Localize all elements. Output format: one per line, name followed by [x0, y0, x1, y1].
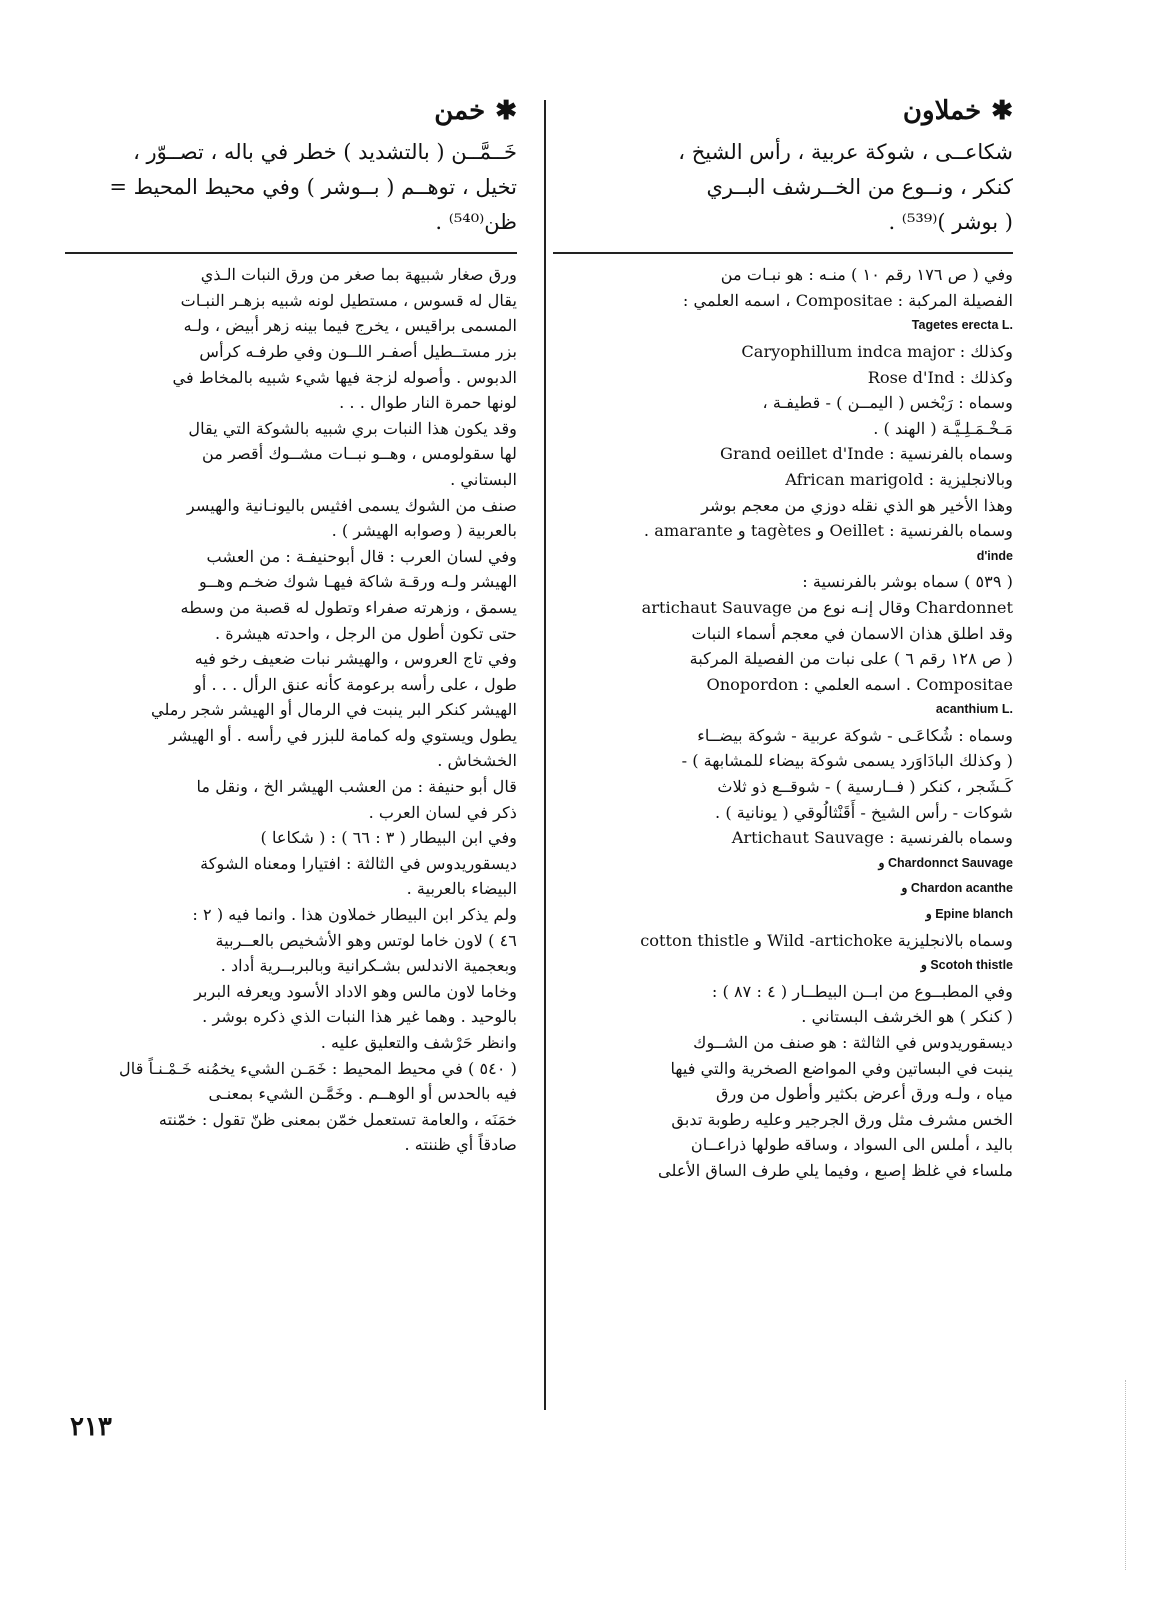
note-line: يطول ويستوي وله كمامة للبزر في رأسه . أو الهيشر	[169, 725, 517, 745]
note-line: وسماه : رَبْخس ( اليمــن ) - قطيفـة ،	[762, 393, 1013, 413]
latin-term-line: و Chardonnct Sauvage	[878, 855, 1013, 870]
note-line: الفصيلة المركبة : Compositae ، اسمه العلمي :	[682, 290, 1013, 310]
note-line: الهيشر ولـه ورقـة شاكة فيهـا شوك ضخـم وهــو	[199, 572, 517, 592]
right-column	[553, 96, 1013, 1184]
entry-heading-right	[553, 96, 1013, 127]
note-line: ذكر في لسان العرب .	[368, 802, 517, 822]
section-rule	[65, 252, 517, 254]
footnotes-right	[553, 262, 1013, 1183]
note-line: وبعجمية الاندلس بشـكرانية وبالبربــرية أداد .	[220, 956, 517, 976]
asterisk-icon: ✱	[495, 96, 517, 126]
note-line: وسماه بالانجليزية Wild -artichoke و cotton thistle	[640, 930, 1013, 950]
note-line: بالعربية ( وصوابه الهيشر ) .	[331, 521, 517, 541]
note-line: وخاما لاون مالس وهو الاداد الأسود ويعرفه البربر	[194, 981, 517, 1001]
asterisk-icon: ✱	[991, 96, 1013, 126]
note-line: وبالانجليزية : African marigold	[785, 469, 1013, 489]
note-line: بزر مستــطيل أصفـر اللــون وفي طرفـه كرأس	[199, 341, 517, 361]
latin-term-line: d'inde	[976, 548, 1013, 563]
note-line: مَـخْـمَـلِـيَّـة ( الهند ) .	[873, 418, 1013, 438]
note-line: حتى تكون أطول من الرجل ، واحدته هيشرة .	[214, 623, 517, 643]
latin-term-line: و Scotoh thistle	[920, 958, 1013, 973]
column-divider	[544, 100, 546, 1410]
note-line: وقد يكون هذا النبات بري شبيه بالشوكة التي يقال	[188, 418, 517, 438]
note-line: صنف من الشوك يسمى افثيس باليونـانية والهيسر	[186, 495, 517, 515]
note-line: ( كنكر ) هو الخرشف البستاني .	[801, 1007, 1013, 1027]
note-line: مياه ، ولـه ورق أعرض بكثير وأطول من ورق	[715, 1084, 1013, 1104]
note-line: وهذا الأخير هو الذي نقله دوزي من معجم بوشر	[701, 495, 1013, 515]
note-line: يقال له قسوس ، مستطيل لونه شبيه بزهـر النبـات	[180, 290, 517, 310]
footnotes-left	[65, 262, 517, 1158]
note-line: صادقاً أي ظننته .	[404, 1135, 517, 1155]
latin-term-line: acanthium L.	[935, 702, 1013, 717]
note-line: قال أبو حنيفة : من العشب الهيشر الخ ، ونقل ما	[196, 777, 517, 797]
note-line: يسمق ، وزهرته صفراء وتطول له قصبة من وسطه	[180, 597, 517, 617]
note-line: وقد اطلق هذان الاسمان في معجم أسماء النبات	[691, 623, 1013, 643]
note-line: ديسقوريدوس في الثالثة : افتيارا ومعناه الشوكة	[200, 853, 517, 873]
note-line: ( ص ١٢٨ رقم ٦ ) على نبات من الفصيلة المركبة	[689, 649, 1013, 669]
note-line: وفي لسان العرب : قال أبوحنيفـة : من العشب	[206, 546, 517, 566]
definition-line: ( بوشر )⁽⁵³⁹⁾ .	[888, 210, 1013, 235]
note-line: ( وكذلك البادَاوَرد يسمى شوكة بيضاء للمشابهة ) -	[681, 751, 1013, 771]
note-line: Compositae . اسمه العلمي : Onopordon	[706, 674, 1013, 694]
note-line: فيه بالحدس أو الوهــم . وخَمَّـن الشيء بمعنـى	[208, 1084, 517, 1104]
entry-heading-left	[65, 96, 517, 127]
definition-line: ظن⁽⁵⁴⁰⁾ .	[435, 210, 517, 235]
entry-title: خملاون	[902, 96, 982, 126]
note-line: وسماه بالفرنسية : Artichaut Sauvage	[731, 828, 1013, 848]
note-line: وسماه : شُكاعَـى - شوكة عربية - شوكة بيضــاء	[697, 725, 1013, 745]
page-number: ٢١٣	[70, 1412, 112, 1442]
note-line: ينبت في البساتين وفي المواضع الصخرية والتي فيها	[670, 1058, 1013, 1078]
note-line: ورق صغار شبيهة بما صغر من ورق النبات الـذي	[200, 265, 517, 285]
entry-title: خمن	[434, 96, 486, 126]
section-rule	[553, 252, 1013, 254]
note-line: وفي ابن البيطار ( ٣ : ٦٦ ) : ( شكاعا )	[260, 828, 517, 848]
note-line: شوكات - رأس الشيخ - أَقَنْثالُوقي ( يونانية ) .	[715, 802, 1013, 822]
latin-term-line: و Chardon acanthe	[901, 881, 1013, 896]
scan-edge-specks	[1125, 1380, 1134, 1570]
definition-line: كنكر ، ونــوع من الخــرشف البــري	[706, 175, 1013, 200]
note-line: لها سقولومس ، وهــو نبــات مشــوك أقصر من	[201, 444, 517, 464]
latin-term-line: و Epine blanch	[925, 907, 1013, 922]
note-line: الخس مشرف مثل ورق الجرجير وعليه رطوبة تدبق	[671, 1109, 1013, 1129]
note-line: وانظر حَرْشف والتعليق عليه .	[320, 1033, 517, 1052]
note-line: الدبوس . وأصوله لزجة فيها شيء شبيه بالمخاط في	[172, 367, 517, 387]
note-line: كَـشَجر ، كنكر ( فــارسية ) - شوقــع ذو ثلاث	[717, 777, 1013, 797]
note-line: خمَنَه ، والعامة تستعمل خمّن بمعنى ظنّ تقول : خمّنته	[158, 1109, 517, 1129]
note-line: وكذلك : Caryophillum indca major	[741, 341, 1013, 361]
note-line: وسماه بالفرنسية : Oeillet و tagètes و amarante .	[643, 521, 1013, 541]
note-line: وسماه بالفرنسية : Grand oeillet d'Inde	[720, 444, 1013, 464]
note-line: المسمى براقيس ، يخرج فيما بينه زهر أبيض ، ولـه	[183, 316, 517, 336]
definition-line: شكاعــى ، شوكة عربية ، رأس الشيخ ،	[678, 140, 1013, 165]
note-line: طول ، على رأسه برعومة كأنه عنق الرأل . . . أو	[194, 674, 517, 694]
note-line: وفي ( ص ١٧٦ رقم ١٠ ) منـه : هو نبـات من	[720, 265, 1013, 285]
note-line: ولم يذكر ابن البيطار خملاون هذا . وانما فيه ( ٢ :	[192, 905, 517, 925]
note-line: ( ٥٤٠ ) في محيط المحيط : خَمَـن الشيء يخمُنه خَـمْـنـاً قال	[119, 1058, 517, 1078]
note-line: ديسقوريدوس في الثالثة : هو صنف من الشــوك	[693, 1033, 1013, 1052]
note-line: البستاني .	[450, 469, 517, 489]
note-line: الخشخاش .	[437, 751, 517, 771]
note-line: وكذلك : Rose d'Ind	[867, 367, 1013, 387]
definition-line: تخيل ، توهــم ( بــوشر ) وفي محيط المحيط =	[109, 175, 517, 200]
note-line: وفي تاج العروس ، والهيشر نبات ضعيف رخو فيه	[194, 649, 517, 669]
note-line: الهيشر كنكر البر ينبت في الرمال أو الهيشر شجر رملي	[150, 700, 517, 720]
note-line: لونها حمرة النار طوال . . .	[339, 393, 517, 413]
note-line: ( ٥٣٩ ) سماه بوشر بالفرنسية :	[802, 572, 1013, 592]
note-line: ٤٦ ) لاون خاما لوتس وهو الأشخيص بالعــربية	[215, 930, 517, 950]
note-line: Chardonnet وقال إنـه نوع من artichaut Sauvage	[641, 597, 1013, 617]
definition-line: خَــمَّــن ( بالتشديد ) خطر في باله ، تصــوّر ،	[133, 140, 517, 165]
note-line: باليد ، أملس الى السواد ، وساقه طولها ذراعــان	[690, 1135, 1013, 1155]
left-column	[65, 96, 517, 1158]
note-line: ملساء في غلظ إصبع ، وفيما يلي طرف الساق الأعلى	[658, 1160, 1013, 1180]
note-line: وفي المطبــوع من ابــن البيطــار ( ٤ : ٨٧ ) :	[711, 981, 1013, 1001]
latin-term-line: Tagetes erecta L.	[911, 318, 1013, 333]
note-line: بالوحيد . وهما غير هذا النبات الذي ذكره بوشر .	[202, 1007, 517, 1027]
note-line: البيضاء بالعربية .	[406, 879, 517, 899]
